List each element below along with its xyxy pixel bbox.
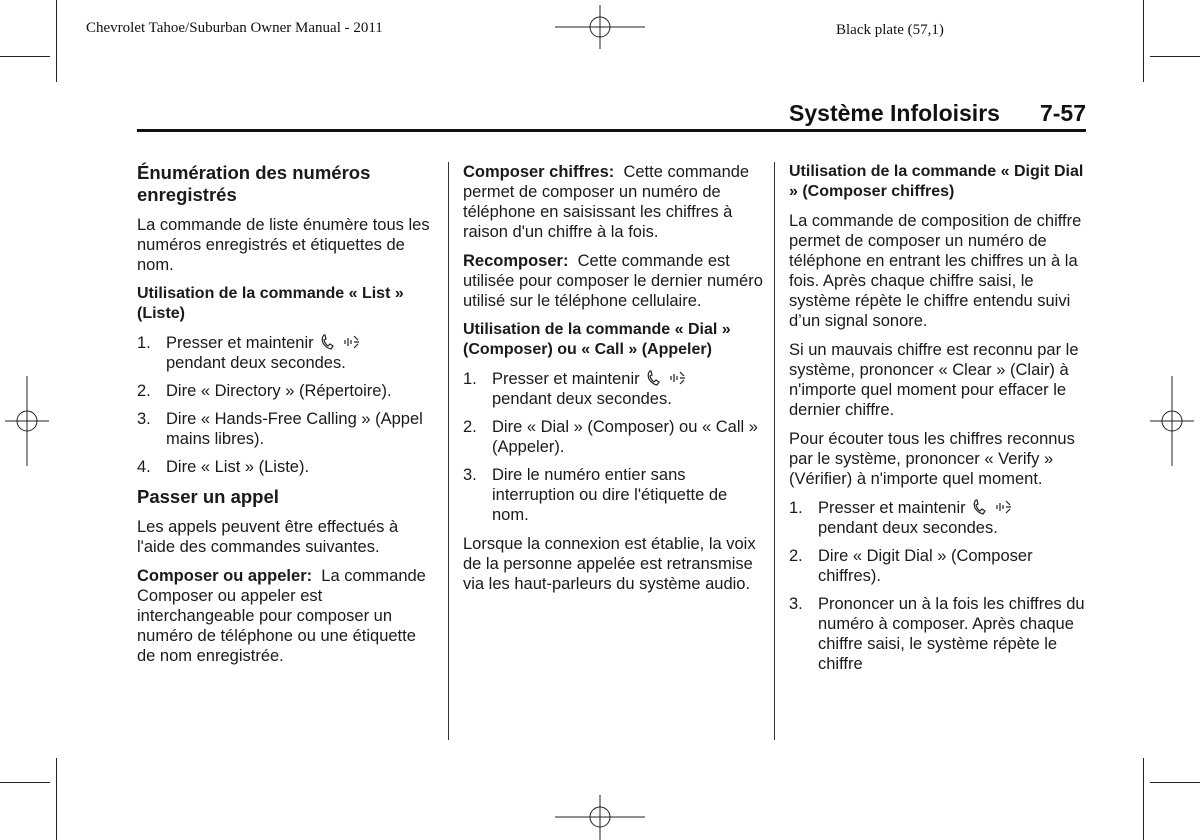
list-item: 2. Dire « Directory » (Répertoire). xyxy=(137,382,392,400)
phone-talk-icon xyxy=(972,499,988,515)
list-item: 1. Presser et maintenir pendant deux secondes. xyxy=(789,498,1087,538)
registration-mark-right xyxy=(1150,376,1194,466)
list-item: 3. Prononcer un à la fois les chiffres du numéro à composer. Après chaque chiffre saisi, le système répète le chiffre xyxy=(789,595,1085,673)
print-header-right: Black plate (57,1) xyxy=(836,22,944,38)
subheading-digit-dial: Utilisation de la commande « Digit Dial » (Composer chiffres) xyxy=(789,163,1084,200)
title-rule xyxy=(137,129,1086,132)
paragraph-digit-dial: La commande de composition de chiffre permet de composer un numéro de téléphone en entrant les chiffres un à la fois. Après chaque chiffre saisi, le système répète le chiffre entendu suivi d’un signal sonore. xyxy=(789,212,1082,330)
crop-mark xyxy=(0,782,50,783)
crop-mark xyxy=(1150,56,1200,57)
section-title: Système Infoloisirs xyxy=(789,100,1000,126)
dial-command-steps xyxy=(463,369,763,525)
column-2 xyxy=(463,162,763,603)
crop-mark xyxy=(1143,758,1144,840)
heading-place-call: Passer un appel xyxy=(137,486,279,507)
paragraph-connection: Lorsque la connexion est établie, la voix de la personne appelée est retransmise via les haut-parleurs du système audio. xyxy=(463,535,756,593)
paragraph-place-call: Les appels peuvent être effectués à l'aide des commandes suivantes. xyxy=(137,518,399,556)
voice-command-icon xyxy=(343,334,361,350)
registration-mark-bottom xyxy=(555,795,645,840)
voice-command-icon xyxy=(995,499,1013,515)
paragraph-redial: Recomposer: Cette commande est utilisée pour composer le dernier numéro utilisé sur le téléphone cellulaire. xyxy=(463,252,763,310)
phone-talk-icon xyxy=(320,334,336,350)
list-item: 1. Presser et maintenir pendant deux secondes. xyxy=(463,369,763,409)
list-item: 2. Dire « Digit Dial » (Composer chiffres). xyxy=(789,547,1033,585)
registration-mark-top xyxy=(555,5,645,49)
paragraph-dial-digits: Composer chiffres: Cette commande permet de composer un numéro de téléphone en saisissant les chiffres à raison d'un chiffre à la fois. xyxy=(463,163,750,241)
column-divider xyxy=(774,162,775,740)
list-item: 4. Dire « List » (Liste). xyxy=(137,458,310,476)
voice-command-icon xyxy=(669,370,687,386)
list-item: 1. Presser et maintenir pendant deux secondes. xyxy=(137,333,437,373)
list-command-steps xyxy=(137,333,437,477)
digit-dial-steps xyxy=(789,498,1087,674)
heading-enumeration: Énumération des numéros enregistrés xyxy=(137,162,371,205)
print-header-left: Chevrolet Tahoe/Suburban Owner Manual - 2011 xyxy=(86,20,383,36)
list-item: 3. Dire le numéro entier sans interruption ou dire l'étiquette de nom. xyxy=(463,466,728,524)
column-1 xyxy=(137,162,437,675)
crop-mark xyxy=(0,56,50,57)
crop-mark xyxy=(1150,782,1200,783)
paragraph-clear: Si un mauvais chiffre est reconnu par le système, prononcer « Clear » (Clair) à n'importe quel moment pour effacer le dernier chiffre. xyxy=(789,341,1079,419)
crop-mark xyxy=(56,758,57,840)
crop-mark xyxy=(56,0,57,82)
paragraph-enumeration: La commande de liste énumère tous les numéros enregistrés et étiquettes de nom. xyxy=(137,216,430,274)
phone-talk-icon xyxy=(646,370,662,386)
subheading-dial-command: Utilisation de la commande « Dial » (Composer) ou « Call » (Appeler) xyxy=(463,321,731,358)
list-item: 2. Dire « Dial » (Composer) ou « Call » (Appeler). xyxy=(463,418,758,456)
page-title-bar xyxy=(137,100,1086,130)
subheading-list-command: Utilisation de la commande « List » (Liste) xyxy=(137,285,404,322)
crop-mark xyxy=(1143,0,1144,82)
page-number: 7-57 xyxy=(1039,100,1086,126)
registration-mark-left xyxy=(5,376,49,466)
column-3 xyxy=(789,162,1087,683)
paragraph-verify: Pour écouter tous les chiffres reconnus par le système, prononcer « Verify » (Vérifier) à n'importe quel moment. xyxy=(789,430,1075,488)
paragraph-dial-or-call: Composer ou appeler: La commande Composer ou appeler est interchangeable pour composer un numéro de téléphone ou une étiquette de nom enregistrée. xyxy=(137,567,426,665)
column-divider xyxy=(448,162,449,740)
list-item: 3. Dire « Hands-Free Calling » (Appel mains libres). xyxy=(137,410,423,448)
